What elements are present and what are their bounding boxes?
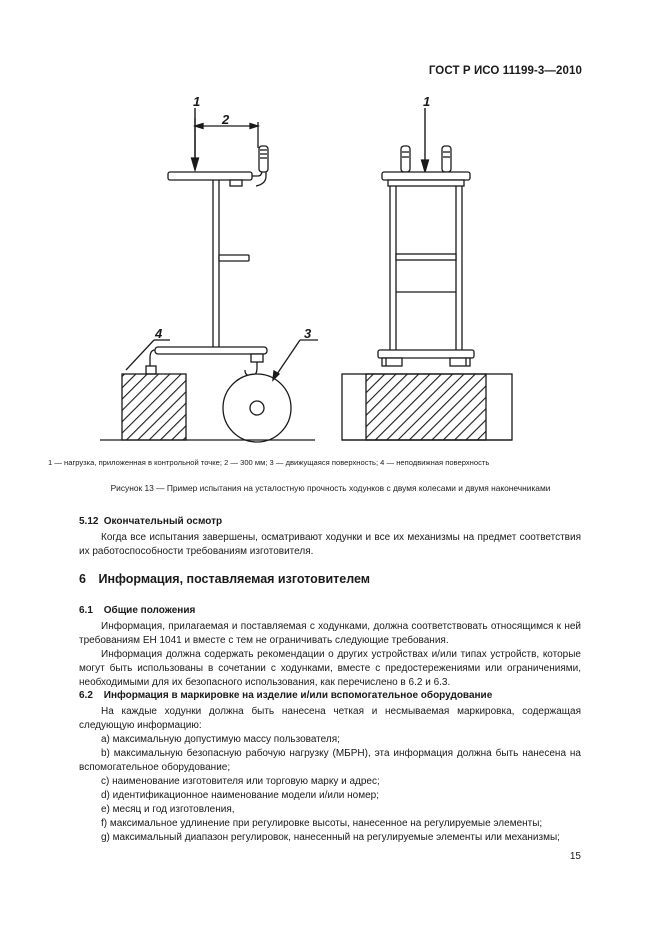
list-item-a: a) максимальную допустимую массу пользователя; [101,734,340,745]
figure-title: Рисунок 13 — Пример испытания на усталостную прочность ходунков с двумя колесами и двумя наконечниками [110,483,551,493]
list-item-g: g) максимальный диапазон регулировок, нанесенный на регулируемые элементы или механизмы; [101,832,560,843]
section-title: Информация, поставляемая изготовителем [98,572,371,586]
section-number: 6 [79,572,86,586]
section-5-12-paragraph: Когда все испытания завершены, осматривают ходунки и все их механизмы на предмет соответствия их работоспособности требованиям изготовителя. [79,532,581,557]
figure-legend: 1 — нагрузка, приложенная в контрольной точке; 2 — 300 мм; 3 — движущаяся поверхность; 4 — неподвижная поверхность [48,458,490,467]
callout-1-left: 1 [193,94,201,109]
list-item-d: d) идентификационное наименование модели и/или номер; [101,790,380,801]
section-6-1-paragraph-2: Информация должна содержать рекомендации о других устройствах и/или типах устройств, которые могут быть использованы в сочетании с ходунками, вместе с предостережениями или ограничениями, необходимыми для их безопасного использования, как перечислено в 6.2 и 6.3. [79,649,581,688]
document-header-code: ГОСТ Р ИСО 11199-3—2010 [428,65,582,77]
callout-4: 4 [155,326,163,341]
section-5-12-heading [79,516,222,527]
callout-2: 2 [222,112,230,127]
section-6-heading [79,572,370,586]
section-title: Общие положения [103,605,196,616]
front-view [342,108,512,440]
walker-fatigue-test-drawing [0,0,661,450]
callout-1-right: 1 [423,94,431,109]
callout-3: 3 [304,326,312,341]
list-item-e: e) месяц и год изготовления, [101,804,235,815]
page-number: 15 [569,851,581,862]
side-view [100,108,318,442]
section-number: 5.12 [79,516,99,527]
list-item-c: c) наименование изготовителя или торговую марку и адрес; [101,776,380,787]
section-6-2-heading [79,690,492,701]
section-number: 6.1 [79,605,93,616]
section-number: 6.2 [79,690,93,701]
section-6-1-heading [79,605,195,616]
list-item-b: b) максимальную безопасную рабочую нагрузку (МБРН), эта информация должна быть нанесена на вспомогательное оборудование; [79,748,581,773]
section-title: Окончательный осмотр [103,516,223,527]
list-item-f: f) максимальное удлинение при регулировке высоты, нанесенное на регулируемые элементы; [101,818,543,829]
section-title: Информация в маркировке на изделие и/или вспомогательное оборудование [103,690,493,701]
section-6-1-paragraph-1: Информация, прилагаемая и поставляемая с ходунками, должна соответствовать относящимся к ней требованиям ЕН 1041 и вместе с тем не ограничивать следующие требования. [79,621,581,646]
section-6-2-intro: На каждые ходунки должна быть нанесена четкая и несмываемая маркировка, содержащая следующую информацию: [79,706,581,731]
